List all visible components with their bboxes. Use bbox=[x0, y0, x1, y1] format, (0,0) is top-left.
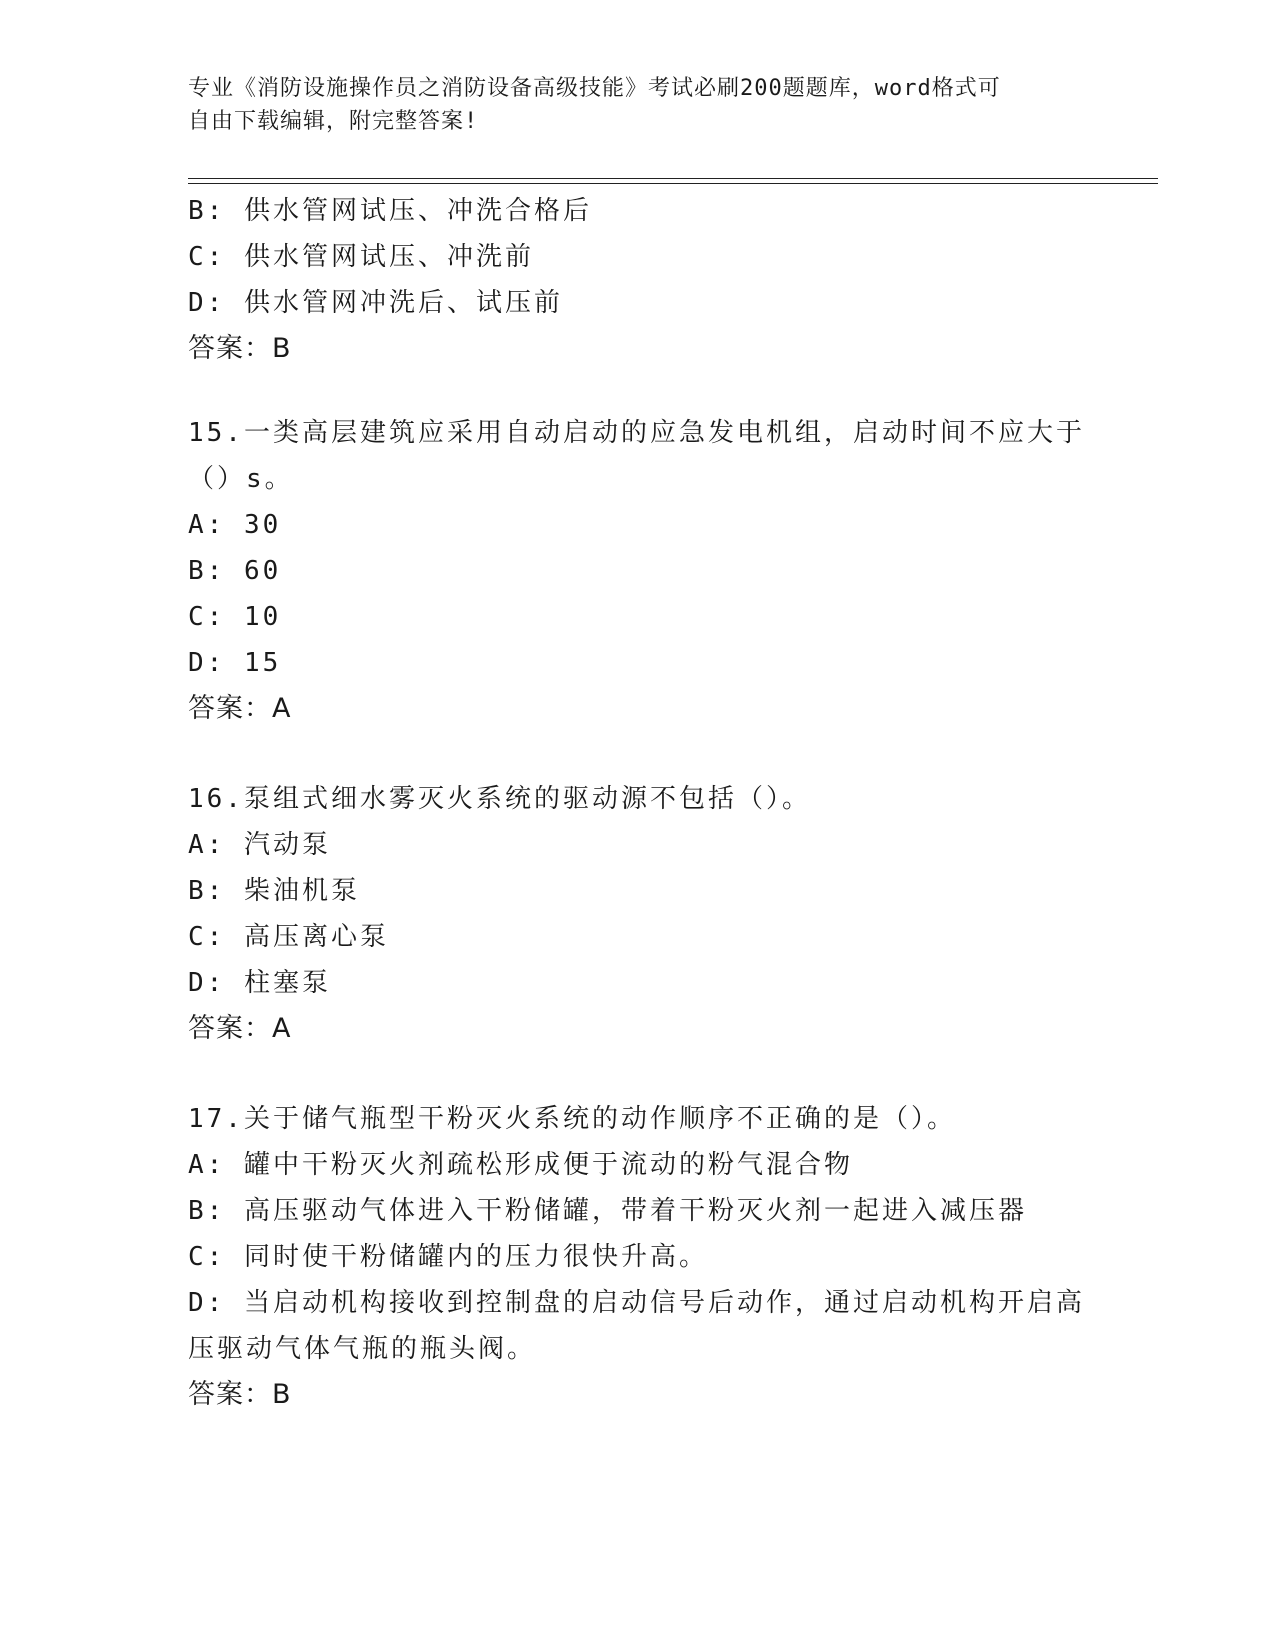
option-a: A: 罐中干粉灭火剂疏松形成便于流动的粉气混合物 bbox=[188, 1150, 853, 1180]
option-d: D: 供水管网冲洗后、试压前 bbox=[188, 288, 563, 318]
question-17 bbox=[188, 1096, 1088, 1418]
option-d: D: 柱塞泵 bbox=[188, 968, 331, 998]
question-stem-line-2: （）s。 bbox=[188, 464, 294, 494]
spacer bbox=[188, 1052, 1088, 1096]
option-b: B: 柴油机泵 bbox=[188, 876, 360, 906]
option-a: A: 汽动泵 bbox=[188, 830, 331, 860]
header-rule-top bbox=[188, 178, 1158, 179]
spacer bbox=[188, 732, 1088, 776]
option-c: C: 供水管网试压、冲洗前 bbox=[188, 242, 534, 272]
question-stem-line-1: 15.一类高层建筑应采用自动启动的应急发电机组，启动时间不应大于 bbox=[188, 418, 1085, 448]
answer: 答案：A bbox=[188, 1013, 292, 1044]
question-15 bbox=[188, 410, 1088, 732]
option-a: A: 30 bbox=[188, 510, 282, 540]
answer: 答案：B bbox=[188, 333, 292, 364]
question-16 bbox=[188, 776, 1088, 1052]
header-line-1: 专业《消防设施操作员之消防设备高级技能》考试必刷200题题库，word格式可 bbox=[188, 76, 1001, 101]
question-list bbox=[188, 188, 1088, 1418]
option-d-line-2: 压驱动气体气瓶的瓶头阀。 bbox=[188, 1334, 537, 1364]
option-b: B: 60 bbox=[188, 556, 282, 586]
question-stem: 17.关于储气瓶型干粉灭火系统的动作顺序不正确的是（）。 bbox=[188, 1104, 956, 1134]
question-14 bbox=[188, 188, 1088, 372]
option-c: C: 高压离心泵 bbox=[188, 922, 389, 952]
question-stem: 16.泵组式细水雾灭火系统的驱动源不包括（）。 bbox=[188, 784, 811, 814]
option-b: B: 供水管网试压、冲洗合格后 bbox=[188, 196, 592, 226]
header-rule-bottom bbox=[188, 183, 1158, 184]
spacer bbox=[188, 372, 1088, 410]
option-c: C: 同时使干粉储罐内的压力很快升高。 bbox=[188, 1242, 708, 1272]
option-d: D: 15 bbox=[188, 648, 282, 678]
answer: 答案：B bbox=[188, 1379, 292, 1410]
answer: 答案：A bbox=[188, 693, 292, 724]
option-c: C: 10 bbox=[188, 602, 282, 632]
page-header bbox=[188, 72, 1088, 138]
header-line-2: 自由下载编辑，附完整答案! bbox=[188, 109, 479, 134]
option-d-line-1: D: 当启动机构接收到控制盘的启动信号后动作，通过启动机构开启高 bbox=[188, 1288, 1085, 1318]
option-b: B: 高压驱动气体进入干粉储罐，带着干粉灭火剂一起进入减压器 bbox=[188, 1196, 1027, 1226]
